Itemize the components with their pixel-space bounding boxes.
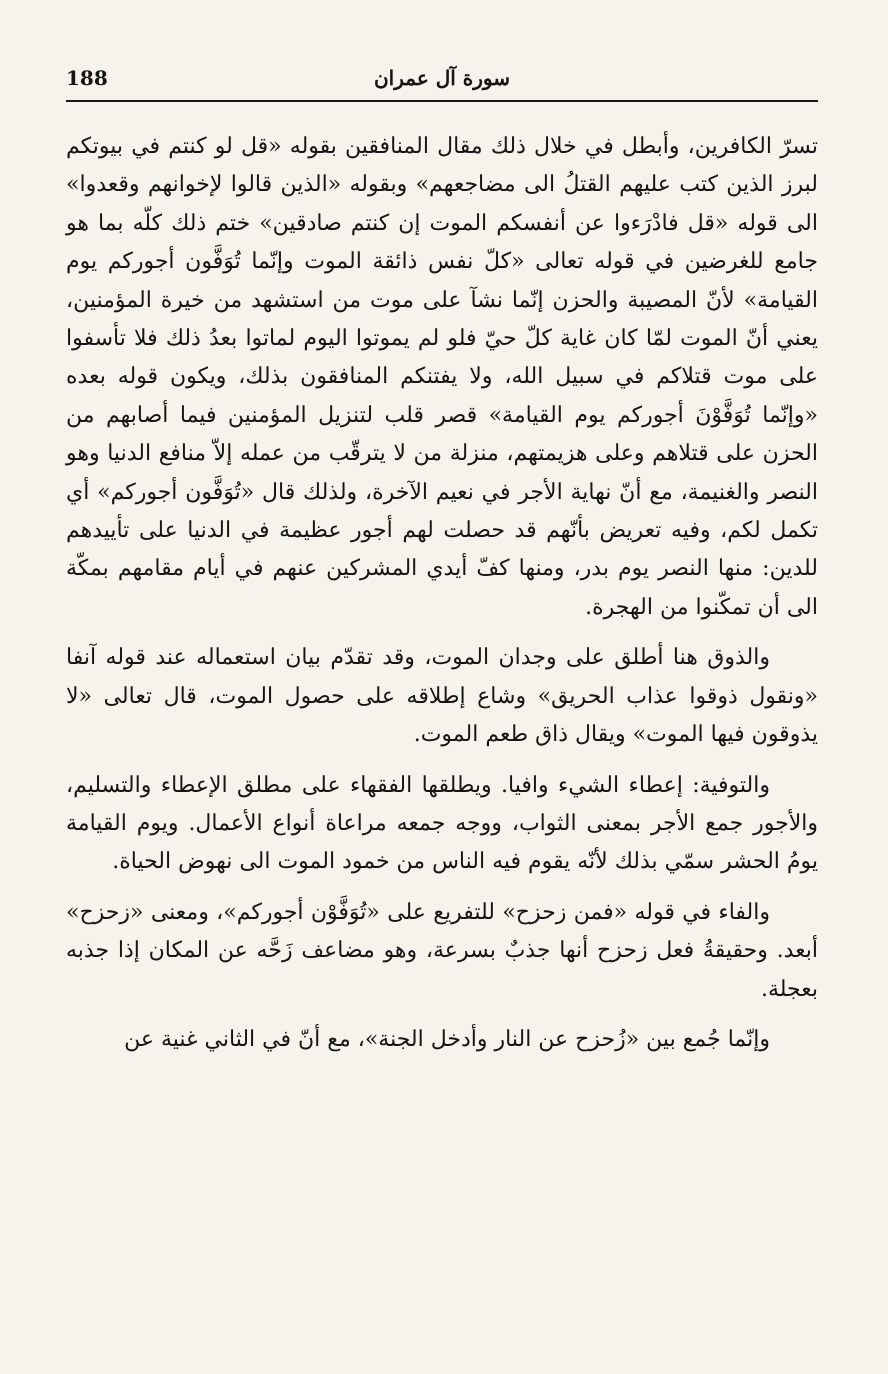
paragraph: والتوفية: إعطاء الشيء وافيا. ويطلقها الفقهاء على مطلق الإعطاء والتسليم، والأجور جمع الأجر بمعنى الثواب، ووجه جمعه مراعاة أنواع الأعمال. ويوم القيامة يومُ الحشر سمّي بذلك لأنّه يقوم فيه الناس من خمود الموت الى نهوض الحياة.	[66, 772, 818, 875]
paragraph: والذوق هنا أطلق على وجدان الموت، وقد تقدّم بيان استعماله عند قوله آنفا «ونقول ذوقوا عذاب الحريق» وشاع إطلاقه على حصول الموت، قال تعالى «لا يذوقون فيها الموت» ويقال ذاق طعم الموت.	[66, 645, 818, 748]
paragraph: والفاء في قوله «فمن زحزح» للتفريع على «تُوَفَّوْن أجوركم»، ومعنى «زحزح» أبعد. وحقيقةُ فعل زحزح أنها جذبٌ بسرعة، وهو مضاعف زَحَّه عن المكان إذا جذبه بعجلة.	[66, 899, 818, 1002]
page-body	[66, 128, 818, 1059]
running-head: سورة آل عمران	[373, 66, 510, 90]
page-header	[66, 62, 818, 102]
page-number: 188	[66, 66, 108, 90]
header-rule	[66, 100, 818, 102]
paragraph: وإنّما جُمع بين «زُحزح عن النار وأدخل الجنة»، مع أنّ في الثاني غنية عن	[124, 1026, 770, 1052]
paragraph: تسرّ الكافرين، وأبطل في خلال ذلك مقال المنافقين بقوله «قل لو كنتم في بيوتكم لبرز الذين كتب عليهم القتلُ الى مضاجعهم» وبقوله «الذين قالوا لإخوانهم وقعدوا» الى قوله «قل فادْرَءوا عن أنفسكم الموت إن كنتم صادقين» ختم ذلك كلّه بما هو جامع للغرضين في قوله تعالى «كلّ نفس ذائقة الموت وإنّما تُوَفَّون أجوركم يوم القيامة» لأنّ المصيبة والحزن إنّما نشآ على موت من استشهد من خيرة المؤمنين، يعني أنّ الموت لمّا كان غاية كلّ حيّ فلو لم يموتوا اليوم لماتوا بعدُ ذلك فلا تأسفوا على موت قتلاكم في سبيل الله، ولا يفتنكم المنافقون بذلك، ويكون قوله بعده «وإنّما تُوَفَّوْنَ أجوركم يوم القيامة» قصر قلب لتنزيل المؤمنين فيما أصابهم من الحزن على قتلاهم وعلى هزيمتهم، منزلة من لا يترقّب من عمله إلاّ منافع الدنيا وهو النصر والغنيمة، مع أنّ نهاية الأجر في نعيم الآخرة، ولذلك قال «تُوَفَّون أجوركم» أي تكمل لكم، وفيه تعريض بأنّهم قد حصلت لهم أجور عظيمة في الدنيا على تأييدهم للدين: منها النصر يوم بدر، ومنها كفّ أيدي المشركين عنهم في أيام مقامهم بمكّة الى أن تمكّنوا من الهجرة.	[66, 134, 818, 620]
